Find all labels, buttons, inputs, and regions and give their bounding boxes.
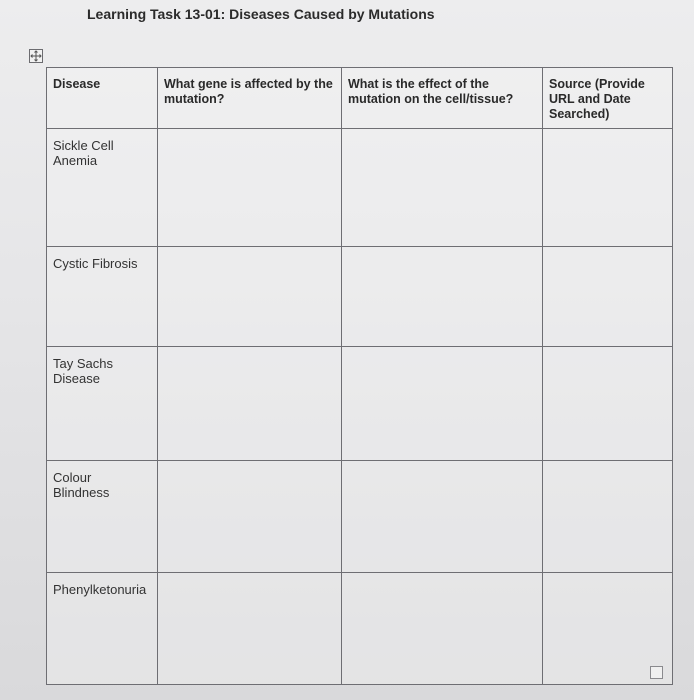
source-cell[interactable] [543, 347, 673, 461]
effect-cell[interactable] [342, 347, 543, 461]
gene-cell[interactable] [158, 129, 342, 247]
gene-cell[interactable] [158, 247, 342, 347]
disease-cell[interactable]: Phenylketonuria [47, 573, 158, 685]
table-row [47, 129, 673, 247]
table-resize-handle-icon[interactable] [650, 666, 663, 679]
effect-cell[interactable] [342, 573, 543, 685]
table-row [47, 347, 673, 461]
disease-cell[interactable]: Cystic Fibrosis [47, 247, 158, 347]
gene-cell[interactable] [158, 461, 342, 573]
page-title: Learning Task 13-01: Diseases Caused by Mutations [87, 6, 435, 22]
effect-cell[interactable] [342, 247, 543, 347]
source-cell[interactable] [543, 247, 673, 347]
effect-cell[interactable] [342, 461, 543, 573]
table-row [47, 247, 673, 347]
disease-cell[interactable]: Tay Sachs Disease [47, 347, 158, 461]
gene-cell[interactable] [158, 573, 342, 685]
disease-cell[interactable]: Sickle Cell Anemia [47, 129, 158, 247]
table-move-handle-icon[interactable] [29, 49, 43, 63]
table-row [47, 573, 673, 685]
disease-cell[interactable]: Colour Blindness [47, 461, 158, 573]
gene-cell[interactable] [158, 347, 342, 461]
header-gene[interactable]: What gene is affected by the mutation? [158, 68, 342, 129]
source-cell[interactable] [543, 461, 673, 573]
diseases-table [46, 67, 673, 685]
table-header-row [47, 68, 673, 129]
effect-cell[interactable] [342, 129, 543, 247]
table-row [47, 461, 673, 573]
header-disease[interactable]: Disease [47, 68, 158, 129]
header-source[interactable]: Source (Provide URL and Date Searched) [543, 68, 673, 129]
source-cell[interactable] [543, 129, 673, 247]
header-effect[interactable]: What is the effect of the mutation on the cell/tissue? [342, 68, 543, 129]
